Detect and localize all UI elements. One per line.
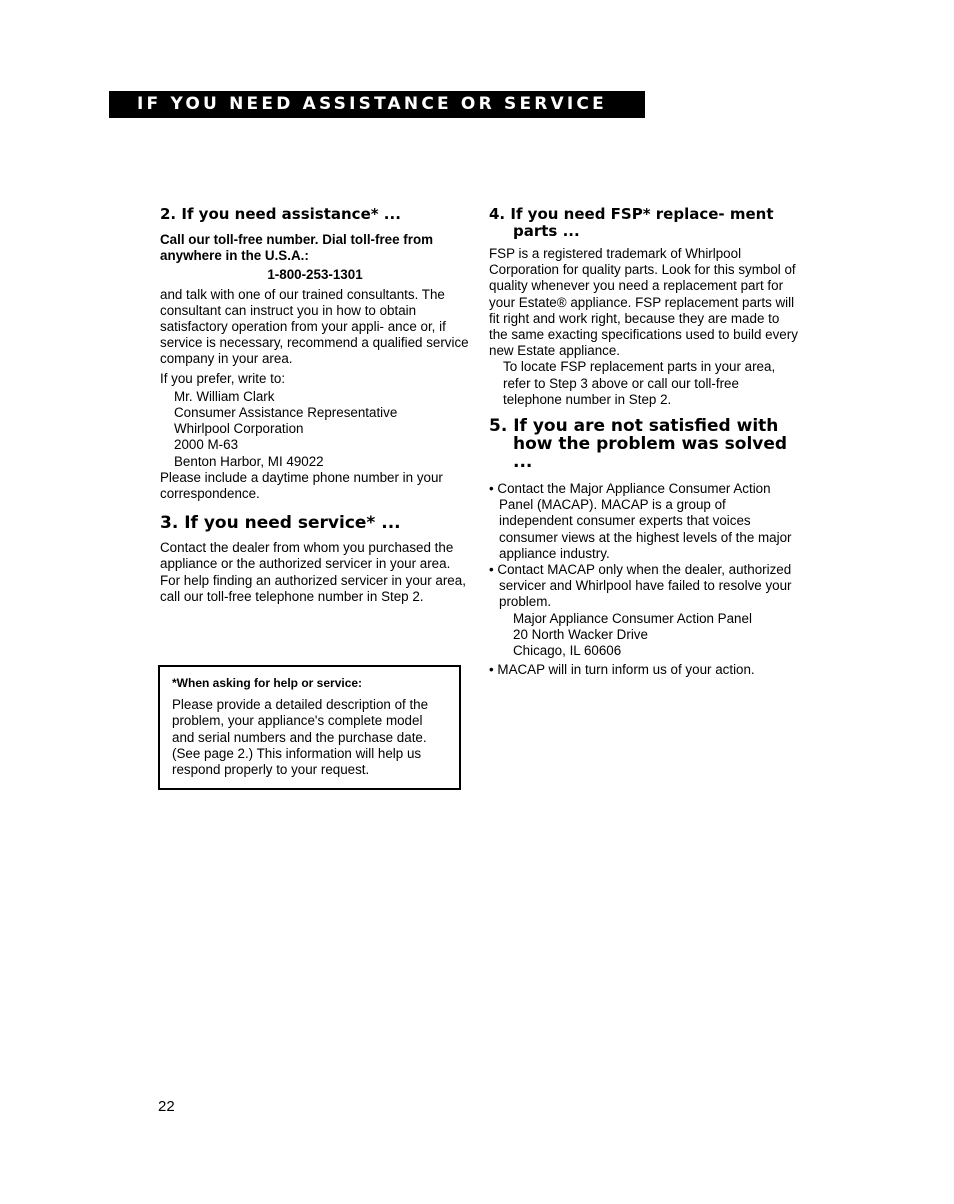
macap-bullet: • Contact the Major Appliance Consumer Action Panel (MACAP). MACAP is a group of independent consumer experts that voices consumer views at the highest levels of the major appliance industry.	[489, 481, 792, 561]
address-line: Chicago, IL 60606	[513, 643, 622, 659]
fsp-locate-text: To locate FSP replacement parts in your area, refer to Step 3 above or call our toll-free telephone number in Step 2.	[503, 359, 776, 407]
address-line: 2000 M-63	[174, 437, 239, 453]
write-intro: If you prefer, write to:	[160, 370, 286, 386]
toll-free-number: 1-800-253-1301	[267, 267, 363, 283]
macap-bullet: • Contact MACAP only when the dealer, authorized servicer and Whirlpool have failed to resolve your problem.	[489, 562, 792, 610]
section-banner: IF YOU NEED ASSISTANCE OR SERVICE	[109, 91, 645, 118]
address-line: Benton Harbor, MI 49022	[174, 453, 324, 469]
call-instruction: Call our toll-free number. Dial toll-free from anywhere in the U.S.A.:	[160, 232, 434, 264]
address-line: Mr. William Clark	[174, 388, 275, 404]
address-line: Major Appliance Consumer Action Panel	[513, 610, 752, 626]
fsp-text: FSP is a registered trademark of Whirlpool Corporation for quality parts. Look for this symbol of quality whenever you need a replacement part for your Estate® appliance. FSP replacement parts will fit right and work right, because they are made to the same exacting specifications used to build every new Estate appliance.	[489, 246, 798, 359]
macap-bullet: • MACAP will in turn inform us of your action.	[489, 662, 755, 678]
box-text: Please provide a detailed description of the problem, your appliance's complete model and serial numbers and the purchase date. (See page 2.) This information will help us respond properly to your request.	[172, 697, 429, 778]
address-line: Consumer Assistance Representative	[174, 405, 398, 421]
right-column	[489, 206, 799, 678]
heading-service: 3. If you need service* ...	[160, 513, 401, 534]
box-title: *When asking for help or service:	[172, 676, 363, 690]
help-request-box	[158, 665, 461, 790]
left-column	[160, 206, 470, 605]
macap-address	[489, 611, 799, 660]
page-number: 22	[158, 1098, 175, 1115]
assistance-text: and talk with one of our trained consultants. The consultant can instruct you in how to obtain satisfactory operation from your appli- ance or, if service is necessary, recommend a qualified service company in your area.	[160, 286, 469, 367]
heading-fsp-parts: 4. If you need FSP* replace- ment parts ...	[489, 205, 774, 240]
heading-not-satisfied: 5. If you are not satisfied with how the problem was solved ...	[489, 416, 788, 473]
heading-assistance: 2. If you need assistance* ...	[160, 205, 401, 223]
mailing-address	[160, 389, 470, 470]
include-phone-note: Please include a daytime phone number in your correspondence.	[160, 469, 443, 502]
address-line: Whirlpool Corporation	[174, 421, 304, 437]
address-line: 20 North Wacker Drive	[513, 626, 648, 642]
service-text: Contact the dealer from whom you purchased the appliance or the authorized servicer in your area. For help finding an authorized servicer in your area, call our toll-free telephone number in Step 2.	[160, 540, 466, 604]
